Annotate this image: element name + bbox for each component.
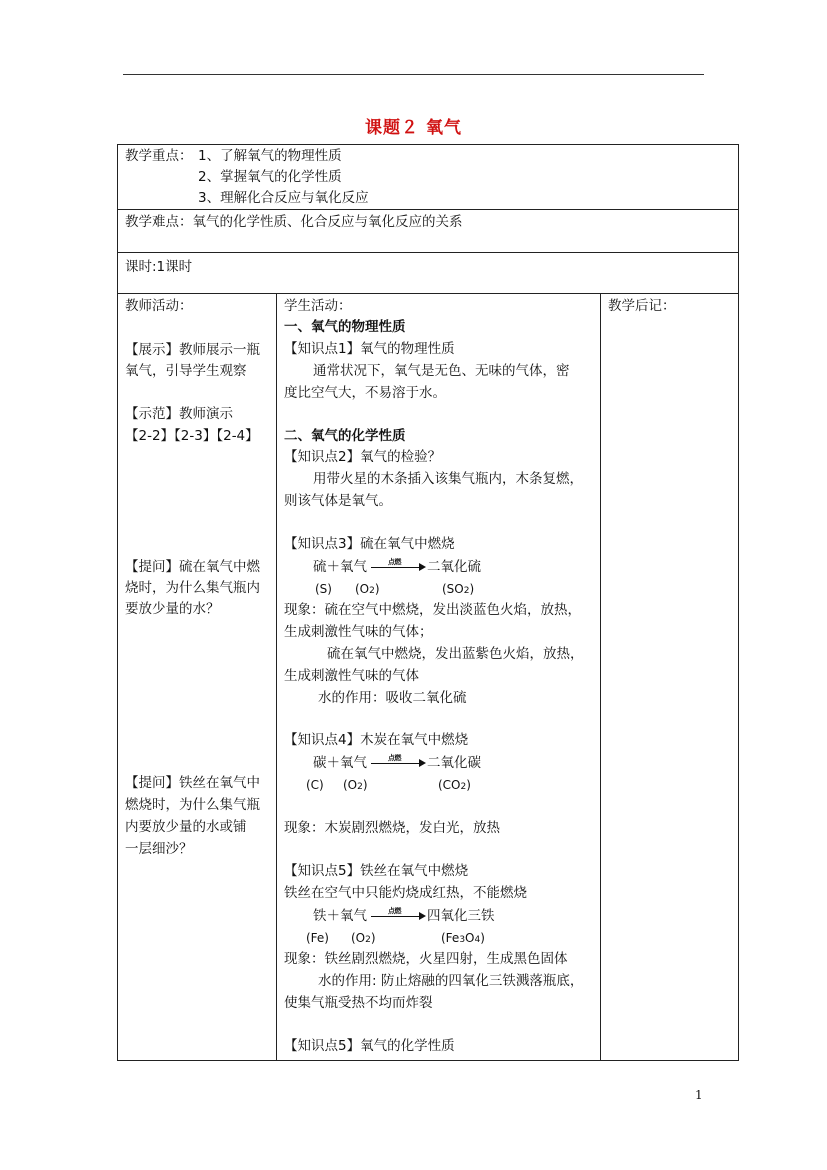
condition-ignite: 点燃 (388, 558, 401, 566)
teacher-question-1-line-3: 要放少量的水？ (125, 601, 220, 617)
section-physical: 一、氧气的物理性质 (284, 319, 406, 335)
teacher-question-2-line-2: 燃烧时，为什么集气瓶 (125, 797, 260, 813)
kp1-line-2: 度比空气大，不易溶于水。 (284, 385, 446, 401)
period-text: 课时:1课时 (125, 259, 193, 275)
equation-sulfur-left: 硫＋氧气 (313, 559, 367, 575)
condition-ignite: 点燃 (388, 754, 401, 762)
key-points-row (118, 145, 738, 210)
difficulty-row (118, 210, 738, 253)
equation-iron-left: 铁＋氧气 (313, 908, 367, 924)
column-divider-1 (276, 294, 277, 1060)
page-number: 1 (695, 1088, 703, 1102)
kp3-observation-1: 现象：硫在空气中燃烧，发出淡蓝色火焰，放热， (284, 602, 581, 618)
period-row (118, 253, 738, 294)
teacher-question-2-line-3: 内要放少量的水或铺 (125, 819, 247, 835)
kp3-observation-4: 生成刺激性气味的气体 (284, 668, 419, 684)
kp3-water-role: 水的作用：吸收二氧化硫 (318, 690, 467, 706)
formula-fe3o4: (Fe3O4) (441, 931, 485, 945)
kp5-water-role-2: 使集气瓶受热不均而炸裂 (284, 995, 433, 1011)
formula-so2: (SO2) (442, 582, 475, 596)
kp3-observation-3: 硫在氧气中燃烧，发出蓝紫色火焰，放热， (327, 646, 584, 662)
kp4-observation: 现象：木炭剧烈燃烧，发白光，放热 (284, 820, 500, 836)
kp5-water-role-1: 水的作用: 防止熔融的四氧化三铁溅落瓶底， (318, 973, 584, 989)
formula-co2: (CO2) (438, 778, 471, 792)
equation-carbon-left: 碳＋氧气 (313, 755, 367, 771)
teacher-show-1: 【展示】教师展示一瓶 (125, 342, 260, 358)
student-header: 学生活动： (284, 298, 352, 314)
kp2-line-2: 则该气体是氧气。 (284, 493, 392, 509)
knowledge-point-1: 【知识点1】氧气的物理性质 (284, 341, 455, 357)
teacher-demo: 【示范】教师演示 (125, 406, 233, 422)
kp5-line-1: 铁丝在空气中只能灼烧成红热，不能燃烧 (284, 885, 527, 901)
key-points-label: 教学重点： (125, 148, 193, 164)
equation-iron-right: 四氧化三铁 (427, 908, 495, 924)
knowledge-point-6: 【知识点5】氧气的化学性质 (284, 1038, 455, 1054)
kp1-line-1: 通常状况下，氧气是无色、无味的气体，密 (313, 363, 570, 379)
section-chemical: 二、氧气的化学性质 (284, 428, 406, 444)
kp5-observation: 现象：铁丝剧烈燃烧，火星四射，生成黑色固体 (284, 951, 568, 967)
formula-o2: (O2) (355, 582, 380, 596)
formula-o2: (O2) (351, 931, 376, 945)
key-point-3: 3、理解化合反应与氧化反应 (198, 190, 369, 206)
knowledge-point-4: 【知识点4】木炭在氧气中燃烧 (284, 732, 469, 748)
formula-c: (C) (306, 778, 324, 792)
reaction-arrow (371, 763, 424, 764)
teacher-header: 教师活动： (125, 298, 193, 314)
header-rule (123, 74, 704, 75)
page-title: 课题２ 氧气 (365, 118, 462, 138)
difficulty-text: 教学难点：氧气的化学性质、化合反应与氧化反应的关系 (125, 214, 463, 230)
formula-fe: (Fe) (306, 931, 329, 945)
formula-s: (S) (315, 582, 332, 596)
teacher-question-1-line-1: 【提问】硫在氧气中燃 (125, 559, 260, 575)
notes-header: 教学后记： (608, 298, 676, 314)
teacher-question-1-line-2: 烧时，为什么集气瓶内 (125, 580, 260, 596)
teacher-question-2-line-4: 一层细沙？ (125, 841, 193, 857)
equation-sulfur-right: 二氧化硫 (427, 559, 481, 575)
teacher-demo-refs: 【2-2】【2-3】【2-4】 (125, 428, 259, 444)
key-point-1: 1、了解氧气的物理性质 (198, 148, 342, 164)
key-point-2: 2、掌握氧气的化学性质 (198, 169, 342, 185)
knowledge-point-2: 【知识点2】氧气的检验？ (284, 449, 442, 465)
knowledge-point-3: 【知识点3】硫在氧气中燃烧 (284, 536, 455, 552)
kp3-observation-2: 生成刺激性气味的气体； (284, 624, 433, 640)
lesson-table (117, 144, 739, 1061)
reaction-arrow (371, 916, 424, 917)
teacher-show-2: 氧气，引导学生观察 (125, 363, 247, 379)
reaction-arrow (371, 567, 424, 568)
equation-carbon-right: 二氧化碳 (427, 755, 481, 771)
formula-o2: (O2) (343, 778, 368, 792)
knowledge-point-5: 【知识点5】铁丝在氧气中燃烧 (284, 863, 469, 879)
column-divider-2 (600, 294, 601, 1060)
condition-ignite: 点燃 (388, 907, 401, 915)
teacher-question-2-line-1: 【提问】铁丝在氧气中 (125, 775, 260, 791)
kp2-line-1: 用带火星的木条插入该集气瓶内，木条复燃， (313, 471, 583, 487)
